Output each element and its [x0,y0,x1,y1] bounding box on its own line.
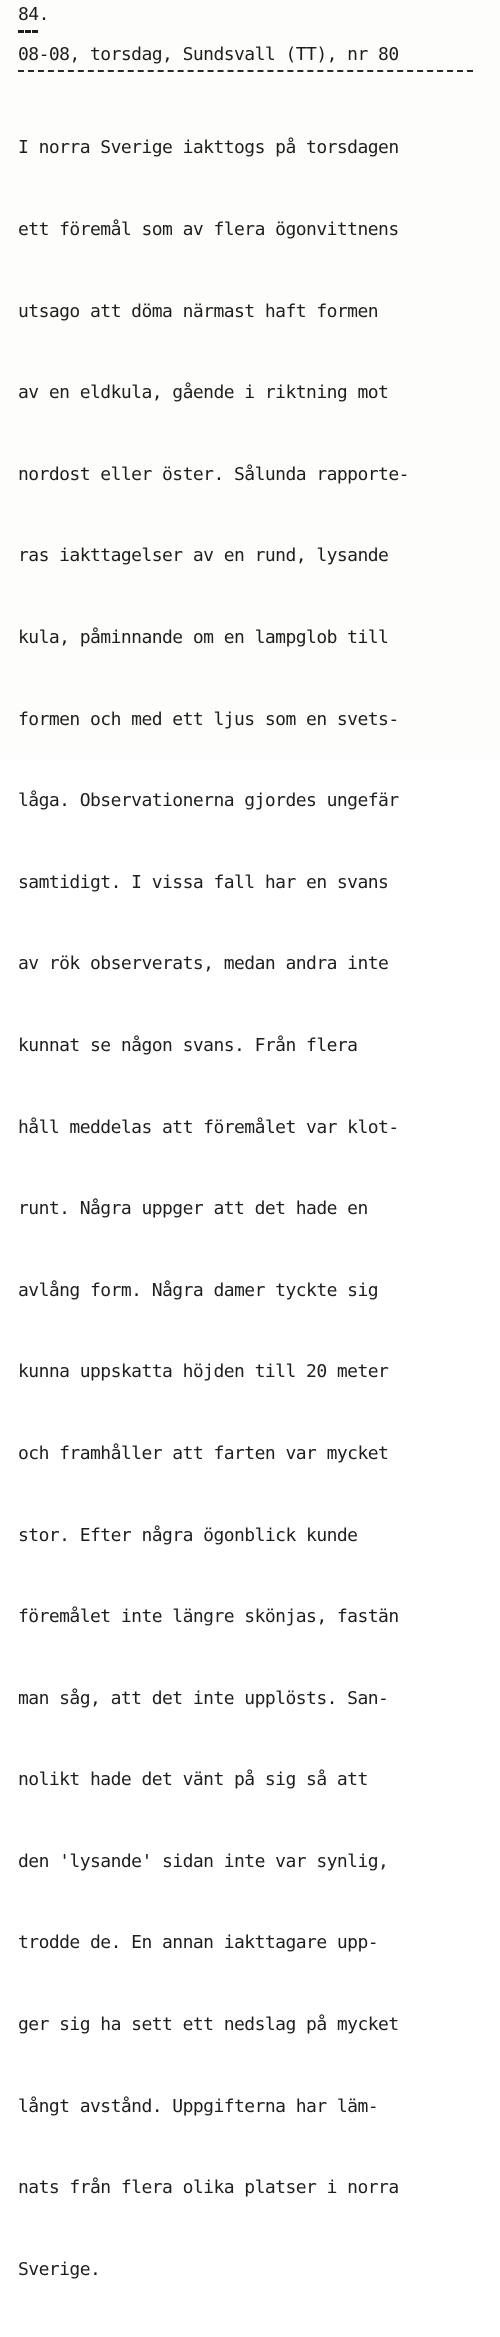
text-line: man såg, att det inte upplösts. San- [18,1687,389,1709]
text-line: av rök observerats, medan andra inte [18,953,389,975]
text-line: formen och med ett ljus som en svets- [18,708,399,730]
text-line: långt avstånd. Uppgifterna har läm- [18,2095,379,2117]
text-line: håll meddelas att föremålet var klot- [18,1116,399,1138]
text-line: ger sig ha sett ett nedslag på mycket [18,2014,399,2036]
article-body [18,80,488,2337]
text-line: ett föremål som av flera ögonvittnens [18,219,399,240]
text-line: nats från flera olika platser i norra [18,2177,399,2199]
text-line: avlång form. Några damer tyckte sig [18,1279,379,1301]
text-line: låga. Observationerna gjordes ungefär [18,790,399,812]
text-line: och framhåller att farten var mycket [18,1442,389,1464]
dateline-underline [18,70,473,72]
text-line: stor. Efter några ögonblick kunde [18,1524,358,1546]
text-line: utsago att döma närmast haft formen [18,300,379,322]
text-line: föremålet inte längre skönjas, fastän [18,1606,399,1628]
text-line: den 'lysande' sidan inte var synlig, [18,1850,389,1872]
text-line: nolikt hade det vänt på sig så att [18,1769,368,1791]
text-line: trodde de. En annan iakttagare upp- [18,1932,379,1954]
text-line: Sverige. [18,2258,101,2280]
text-line: kula, påminnande om en lampglob till [18,626,389,648]
text-line: ras iakttagelser av en rund, lysande [18,545,389,567]
text-line: kunna uppskatta höjden till 20 meter [18,1361,389,1383]
text-line: samtidigt. I vissa fall har en svans [18,871,389,893]
text-line: I norra Sverige iakttogs på torsdagen [18,137,399,159]
page-number: 84. [18,4,49,25]
dateline: 08-08, torsdag, Sundsvall (TT), nr 80 [18,44,399,65]
text-line: kunnat se någon svans. Från flera [18,1034,358,1056]
text-line: av en eldkula, gående i riktning mot [18,382,389,404]
page-number-underline [18,30,38,33]
text-line: runt. Några uppger att det hade en [18,1198,368,1220]
text-line: nordost eller öster. Sålunda rapporte- [18,463,409,485]
